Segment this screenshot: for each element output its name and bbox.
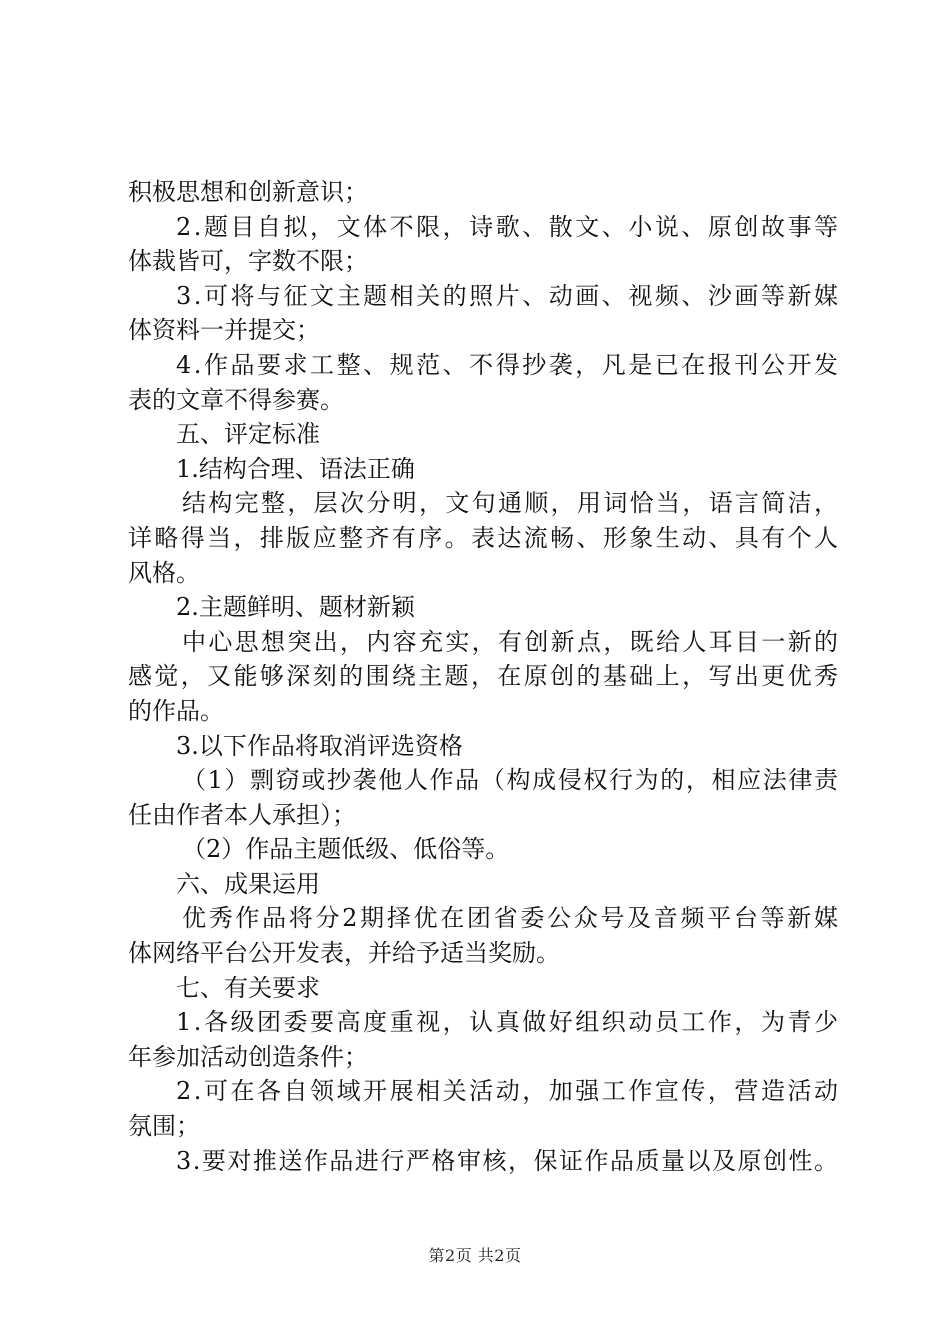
text-line: 结构完整，层次分明，文句通顺，用词恰当，语言简洁， (182, 489, 841, 518)
text-line: （2）作品主题低级、低俗等。 (182, 835, 510, 864)
text-line: 4.作品要求工整、规范、不得抄袭，凡是已在报刊公开发 (176, 350, 841, 379)
text-line: 的作品。 (128, 696, 224, 725)
text-line: 1.结构合理、语法正确 (176, 454, 415, 483)
text-line: 3.可将与征文主题相关的照片、动画、视频、沙画等新媒 (176, 281, 841, 310)
text-line: 六、成果运用 (176, 869, 320, 898)
text-line: 3.以下作品将取消评选资格 (176, 731, 463, 760)
text-line: （1）剽窃或抄袭他人作品（构成侵权行为的，相应法律责 (182, 766, 840, 795)
text-line: 体裁皆可，字数不限； (128, 247, 368, 276)
text-line: 1.各级团委要高度重视，认真做好组织动员工作，为青少 (176, 1008, 841, 1037)
text-line: 七、有关要求 (176, 973, 320, 1002)
text-line: 积极思想和创新意识； (128, 178, 368, 206)
text-line: 详略得当，排版应整齐有序。表达流畅、形象生动、具有个人 (128, 523, 841, 552)
text-line: 表的文章不得参赛。 (128, 385, 344, 414)
page-footer: 第2页 共2页 (428, 1246, 522, 1265)
text-line: 氛围； (128, 1112, 200, 1141)
text-line: 2.题目自拟，文体不限，诗歌、散文、小说、原创故事等 (176, 212, 841, 241)
text-line: 任由作者本人承担）； (128, 800, 356, 829)
text-line: 五、评定标准 (176, 420, 320, 449)
text-line: 年参加活动创造条件； (128, 1042, 368, 1071)
text-line: 3.要对推送作品进行严格审核，保证作品质量以及原创性。 (176, 1146, 840, 1175)
text-line: 感觉，又能够深刻的围绕主题，在原创的基础上，写出更优秀 (128, 662, 841, 691)
text-line: 体网络平台公开发表，并给予适当奖励。 (128, 939, 560, 968)
text-line: 优秀作品将分2期择优在团省委公众号及音频平台等新媒 (182, 904, 841, 933)
text-line: 体资料一并提交； (128, 316, 320, 345)
text-line: 中心思想突出，内容充实，有创新点，既给人耳目一新的 (182, 627, 841, 656)
text-line: 2.主题鲜明、题材新颖 (176, 593, 415, 622)
text-line: 风格。 (128, 558, 200, 587)
text-line: 2.可在各自领域开展相关活动，加强工作宣传，营造活动 (176, 1077, 841, 1106)
document-body (128, 175, 841, 1178)
